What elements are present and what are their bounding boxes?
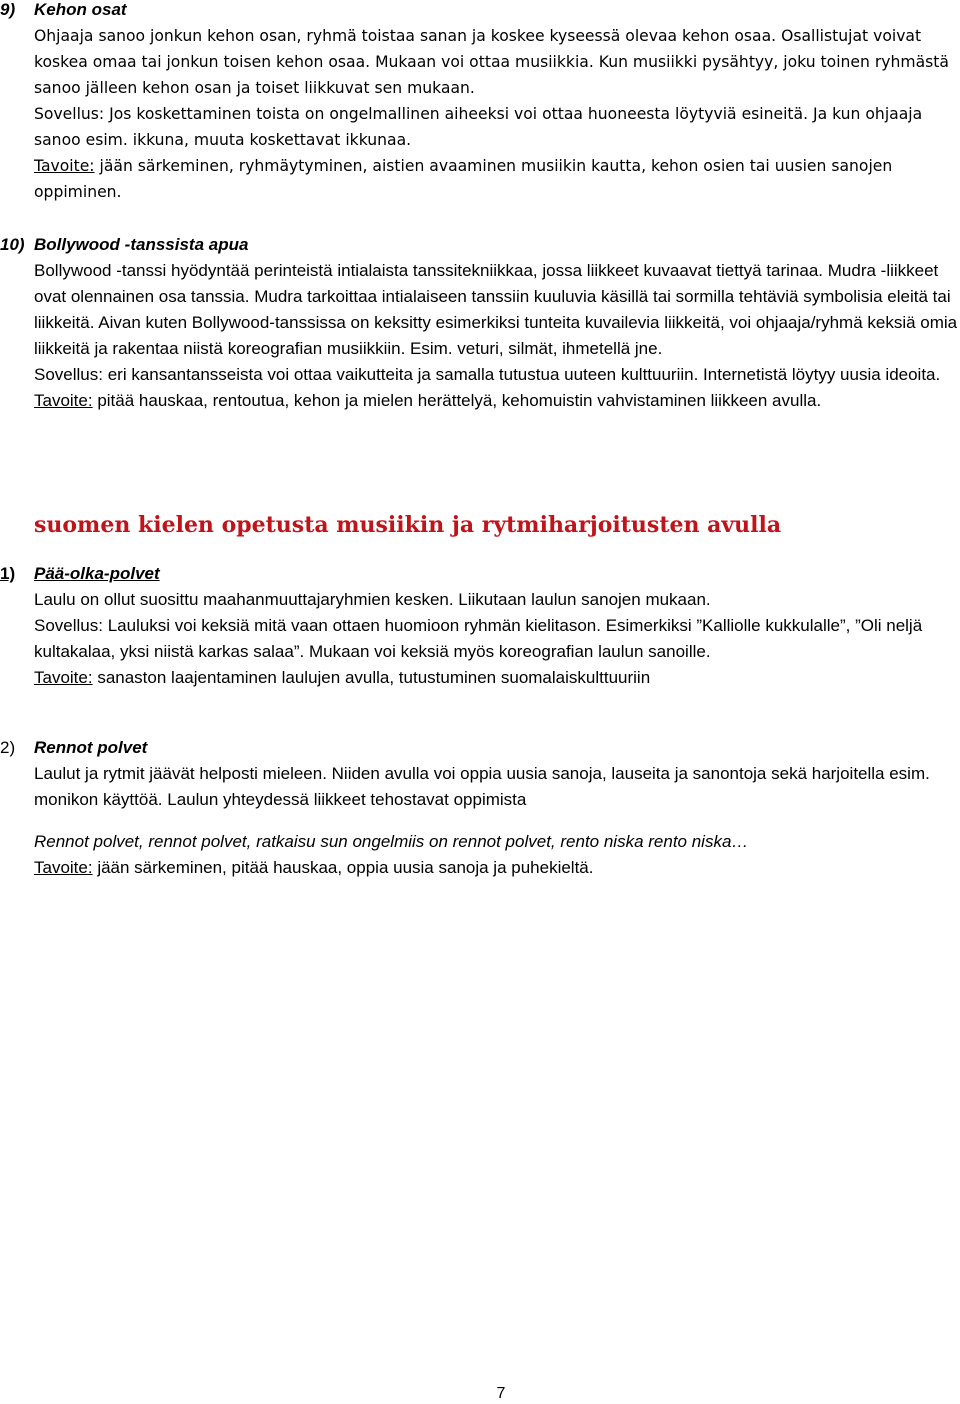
item-number: 2) [0, 738, 16, 757]
paragraph: Laulu on ollut suosittu maahanmuuttajaryhmien kesken. Liikutaan laulun sanojen mukaan. [34, 590, 711, 609]
lyrics: Rennot polvet, rennot polvet, ratkaisu sun ongelmiis on rennot polvet, rento niska rento niska… [34, 832, 749, 851]
goal-label: Tavoite: [34, 858, 93, 877]
paragraph: Sovellus: Lauluksi voi keksiä mitä vaan ottaen huomioon ryhmän kielitason. Esimerkiksi ”Kalliolle kukkulalle”, ”Oli neljä kultakalaa, yksi niistä karkas salaa”. Mukaan voi keksiä myös koreografian laulun sanoille. [34, 616, 923, 661]
section-body [34, 587, 958, 691]
goal-paragraph [34, 665, 958, 691]
paragraph: Sovellus: Jos koskettaminen toista on ongelmallinen aiheeksi voi ottaa huoneesta löytyviä esineitä. Ja kun ohjaaja sanoo esim. ikkuna, muuta koskettavat ikkunaa. [34, 105, 923, 149]
goal-text: jään särkeminen, pitää hauskaa, oppia uusia sanoja ja puhekieltä. [92, 858, 594, 877]
paragraph: Ohjaaja sanoo jonkun kehon osan, ryhmä toistaa sanan ja koskee kyseessä olevaa kehon osaa. Osallistujat voivat koskea omaa tai jonkun toisen kehon osaa. Mukaan voi ottaa musiikkia. Kun musiikki pysähtyy, joku toinen ryhmästä sanoo jälleen kehon osan ja toiset liikkuvat sen mukaan. [34, 27, 949, 97]
section-body [34, 258, 958, 414]
goal-paragraph [34, 388, 958, 414]
section-body [34, 23, 958, 205]
paragraph: Laulut ja rytmit jäävät helposti mieleen. Niiden avulla voi oppia uusia sanoja, lauseita ja sanontoja sekä harjoitella esim. monikon käyttöä. Laulun yhteydessä liikkeet tehostavat oppimista [34, 764, 930, 809]
goal-text: jään särkeminen, ryhmäytyminen, aistien avaaminen musiikin kautta, kehon osien tai uusien sanojen oppiminen. [34, 157, 893, 201]
paragraph: Sovellus: eri kansantansseista voi ottaa vaikutteita ja samalla tutustua uuteen kulttuuriin. Internetistä löytyy uusia ideoita. [34, 365, 941, 384]
goal-label: Tavoite: [34, 668, 93, 687]
goal-paragraph [34, 153, 958, 205]
section-heading: Pää-olka-polvet [34, 564, 160, 583]
goal-label: Tavoite: [34, 391, 93, 410]
section-body [34, 761, 958, 881]
goal-text: pitää hauskaa, rentoutua, kehon ja mielen herättelyä, kehomuistin vahvistaminen liikkeen avulla. [92, 391, 822, 410]
item-number: 10) [0, 235, 25, 254]
goal-paragraph [34, 855, 958, 881]
paragraph: Bollywood -tanssi hyödyntää perinteistä intialaista tanssitekniikkaa, jossa liikkeet kuvaavat tiettyä tarinaa. Mudra -liikkeet ovat olennainen osa tanssia. Mudra tarkoittaa intialaiseen tanssiin kuuluvia käsillä tai sormilla tehtäviä symbolisia eleitä tai liikkeitä. Aivan kuten Bollywood-tanssissa on keksitty esimerkiksi tunteita kuvailevia liikkeitä, voi ohjaaja/ryhmä keksiä omia liikkeitä ja rakentaa niistä koreografian musiikkiin. Esim. veturi, silmät, ihmetellä jne. [34, 261, 958, 358]
section-heading: Bollywood -tanssista apua [34, 235, 249, 254]
goal-label: Tavoite: [34, 157, 95, 175]
section-heading: Rennot polvet [34, 738, 148, 757]
item-number: 1) [0, 564, 16, 583]
item-number: 9) [0, 0, 16, 19]
section-title: suomen kielen opetusta musiikin ja rytmiharjoitusten avulla [34, 512, 782, 538]
goal-text: sanaston laajentaminen laulujen avulla, tutustuminen suomalaiskulttuuriin [92, 668, 651, 687]
section-heading: Kehon osat [34, 0, 127, 19]
page-number: 7 [496, 1385, 506, 1402]
